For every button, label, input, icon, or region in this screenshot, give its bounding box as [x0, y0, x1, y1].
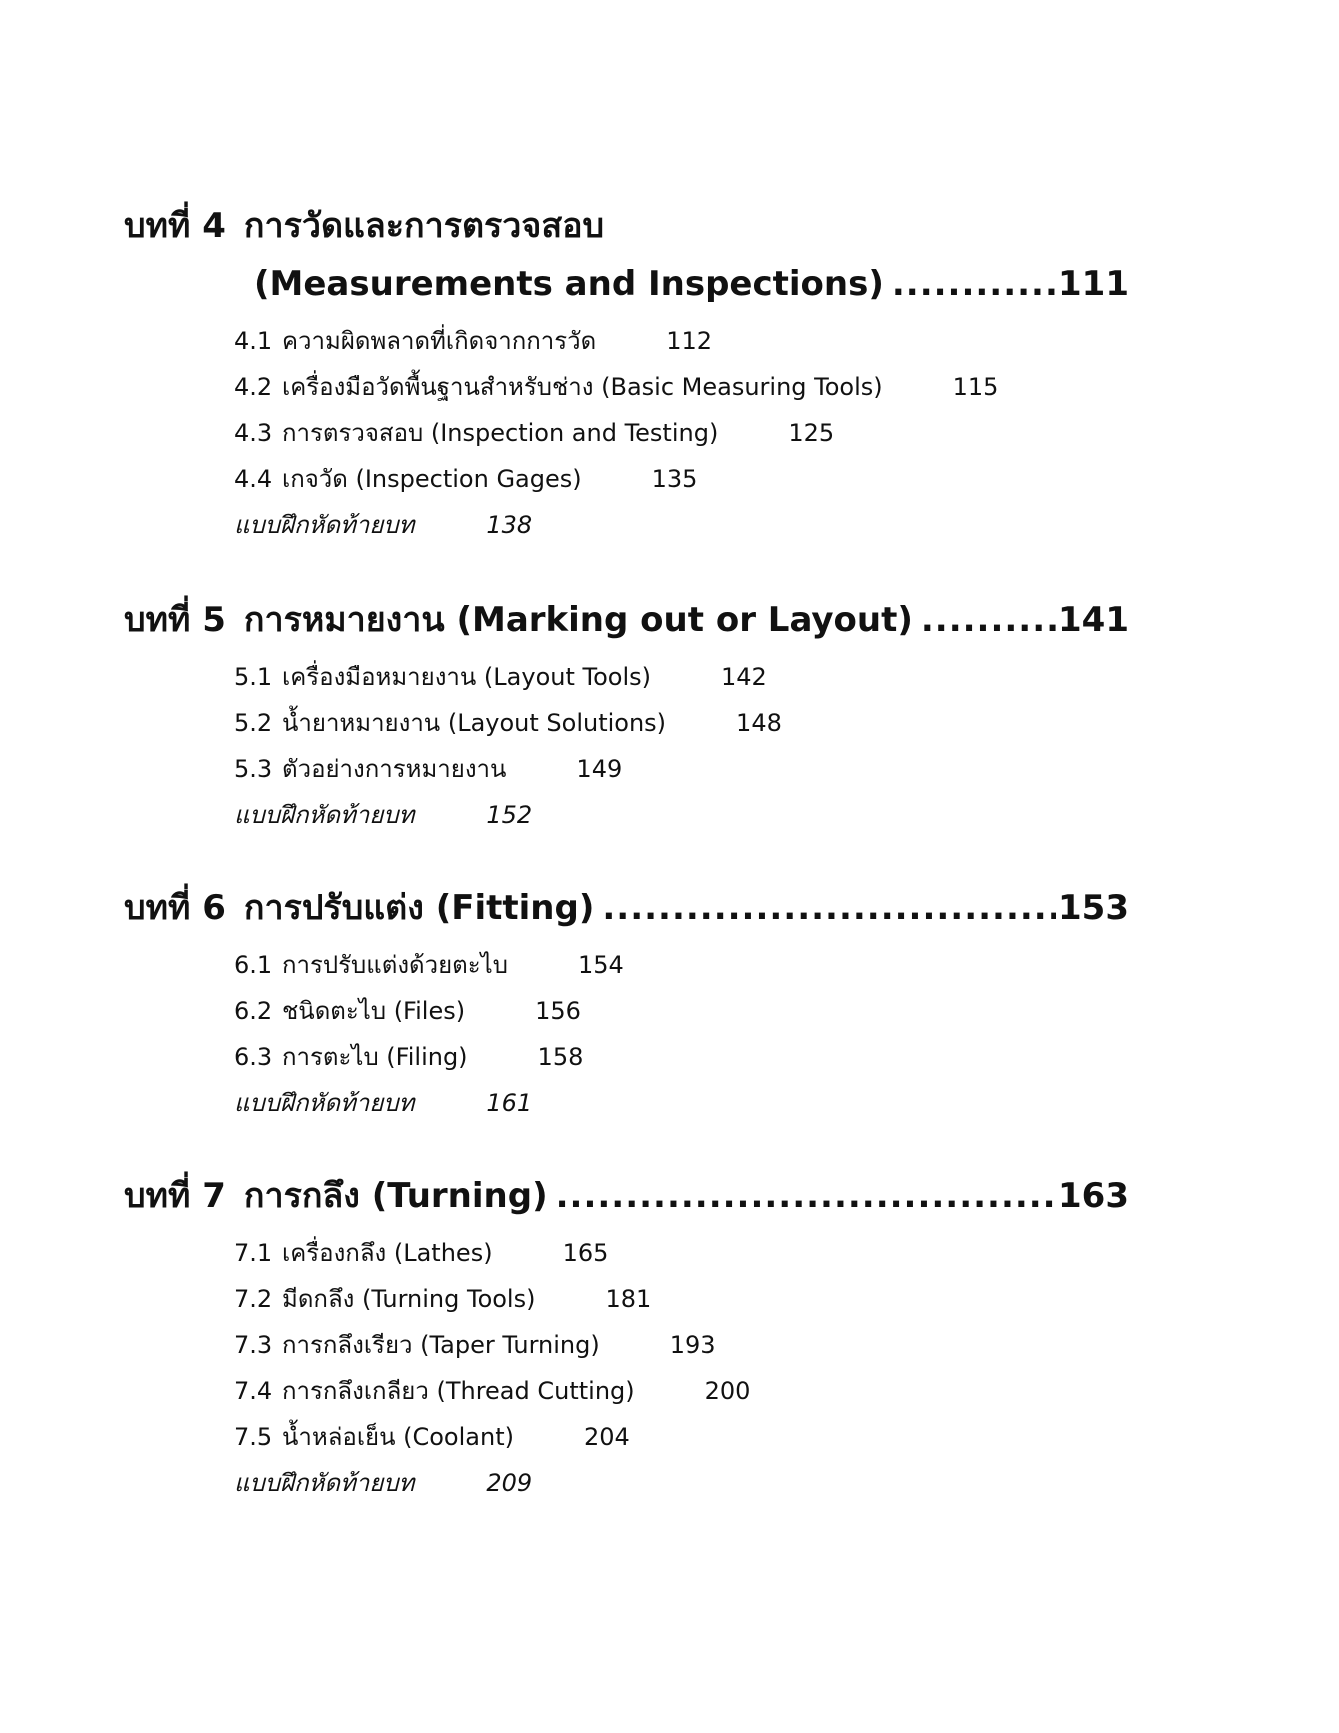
section-title: การกลึงเรียว (Taper Turning) — [282, 1331, 600, 1359]
section-number: 4.4 — [234, 465, 273, 493]
section-title: เครื่องมือหมายงาน (Layout Tools) — [282, 663, 651, 691]
chapter-page-number: 111 — [1058, 264, 1129, 304]
section-page-number: 204 — [583, 1423, 630, 1451]
exercise-page-number: 161 — [486, 1089, 533, 1117]
exercise-page-number: 138 — [486, 511, 533, 539]
chapter-page-number: 163 — [1058, 1176, 1129, 1216]
exercise-title: แบบฝึกหัดท้ายบท — [234, 1089, 415, 1117]
section-number: 4.1 — [234, 327, 273, 355]
section-number: 6.1 — [234, 951, 273, 979]
chapter-7-heading — [124, 1174, 1129, 1218]
section-number: 5.1 — [234, 663, 273, 691]
section-page-number: 193 — [669, 1331, 716, 1359]
section-page-number: 200 — [704, 1377, 751, 1405]
chapter-page-number: 141 — [1058, 600, 1129, 640]
toc-section-item — [234, 1282, 651, 1316]
chapter-title: การปรับแต่ง (Fitting) — [243, 888, 595, 928]
section-number: 4.2 — [234, 373, 273, 401]
section-number: 5.2 — [234, 709, 273, 737]
chapter-5-heading — [124, 598, 1129, 642]
section-title: การตะไบ (Filing) — [282, 1043, 468, 1071]
toc-section-item — [234, 1374, 750, 1408]
section-number: 7.2 — [234, 1285, 273, 1313]
chapter-title: การกลึง (Turning) — [243, 1176, 548, 1216]
toc-exercise-item — [234, 1466, 532, 1500]
toc-section-item — [234, 948, 624, 982]
section-title: ชนิดตะไบ (Files) — [282, 997, 466, 1025]
chapter-prefix: บทที่ 4 — [124, 206, 226, 246]
toc-exercise-item — [234, 1086, 532, 1120]
toc-section-item — [234, 706, 782, 740]
toc-section-item — [234, 994, 581, 1028]
dot-leader — [556, 1174, 1056, 1218]
toc-section-item — [234, 660, 767, 694]
exercise-title: แบบฝึกหัดท้ายบท — [234, 1469, 415, 1497]
section-title: เครื่องกลึง (Lathes) — [282, 1239, 493, 1267]
section-title: เกจวัด (Inspection Gages) — [282, 465, 582, 493]
section-title: ความผิดพลาดที่เกิดจากการวัด — [282, 327, 597, 355]
toc-section-item — [234, 752, 622, 786]
section-page-number: 181 — [605, 1285, 652, 1313]
exercise-title: แบบฝึกหัดท้ายบท — [234, 801, 415, 829]
section-page-number: 135 — [651, 465, 698, 493]
section-number: 4.3 — [234, 419, 273, 447]
chapter-title-line1: การวัดและการตรวจสอบ — [243, 206, 605, 246]
chapter-page-number: 153 — [1058, 888, 1129, 928]
section-title: น้ำหล่อเย็น (Coolant) — [282, 1423, 514, 1451]
exercise-page-number: 209 — [486, 1469, 533, 1497]
toc-exercise-item — [234, 508, 532, 542]
section-title: มีดกลึง (Turning Tools) — [282, 1285, 536, 1313]
section-number: 7.4 — [234, 1377, 273, 1405]
section-number: 7.5 — [234, 1423, 273, 1451]
dot-leader — [892, 262, 1056, 306]
toc-section-item — [234, 1040, 583, 1074]
section-page-number: 154 — [577, 951, 624, 979]
section-page-number: 115 — [952, 373, 999, 401]
section-title: เครื่องมือวัดพื้นฐานสำหรับช่าง (Basic Measuring Tools) — [282, 373, 883, 401]
section-page-number: 148 — [736, 709, 782, 737]
section-page-number: 156 — [535, 997, 581, 1025]
section-number: 5.3 — [234, 755, 273, 783]
exercise-page-number: 152 — [486, 801, 533, 829]
exercise-title: แบบฝึกหัดท้ายบท — [234, 511, 415, 539]
section-title: น้ำยาหมายงาน (Layout Solutions) — [282, 709, 667, 737]
chapter-4-heading — [124, 204, 1129, 248]
dot-leader — [921, 598, 1056, 642]
section-number: 6.3 — [234, 1043, 273, 1071]
section-number: 6.2 — [234, 997, 273, 1025]
toc-section-item — [234, 416, 834, 450]
section-title: การตรวจสอบ (Inspection and Testing) — [282, 419, 719, 447]
chapter-6-heading — [124, 886, 1129, 930]
section-number: 7.3 — [234, 1331, 273, 1359]
section-title: ตัวอย่างการหมายงาน — [282, 755, 507, 783]
section-page-number: 158 — [537, 1043, 584, 1071]
chapter-prefix: บทที่ 6 — [124, 888, 226, 928]
chapter-title-line2: (Measurements and Inspections) — [254, 264, 884, 304]
section-page-number: 165 — [562, 1239, 609, 1267]
section-title: การปรับแต่งด้วยตะไบ — [282, 951, 508, 979]
section-page-number: 112 — [666, 327, 713, 355]
section-page-number: 149 — [576, 755, 623, 783]
chapter-prefix: บทที่ 5 — [124, 600, 226, 640]
section-page-number: 125 — [788, 419, 835, 447]
toc-section-item — [234, 1236, 608, 1270]
toc-exercise-item — [234, 798, 532, 832]
section-number: 7.1 — [234, 1239, 273, 1267]
toc-section-item — [234, 370, 998, 404]
chapter-title: การหมายงาน (Marking out or Layout) — [243, 600, 913, 640]
section-title: การกลึงเกลียว (Thread Cutting) — [282, 1377, 635, 1405]
chapter-prefix: บทที่ 7 — [124, 1176, 226, 1216]
toc-section-item — [234, 1420, 630, 1454]
dot-leader — [602, 886, 1056, 930]
toc-section-item — [234, 1328, 716, 1362]
toc-section-item — [234, 324, 712, 358]
chapter-4-heading-line2 — [254, 262, 1129, 306]
section-page-number: 142 — [721, 663, 767, 691]
toc-section-item — [234, 462, 697, 496]
